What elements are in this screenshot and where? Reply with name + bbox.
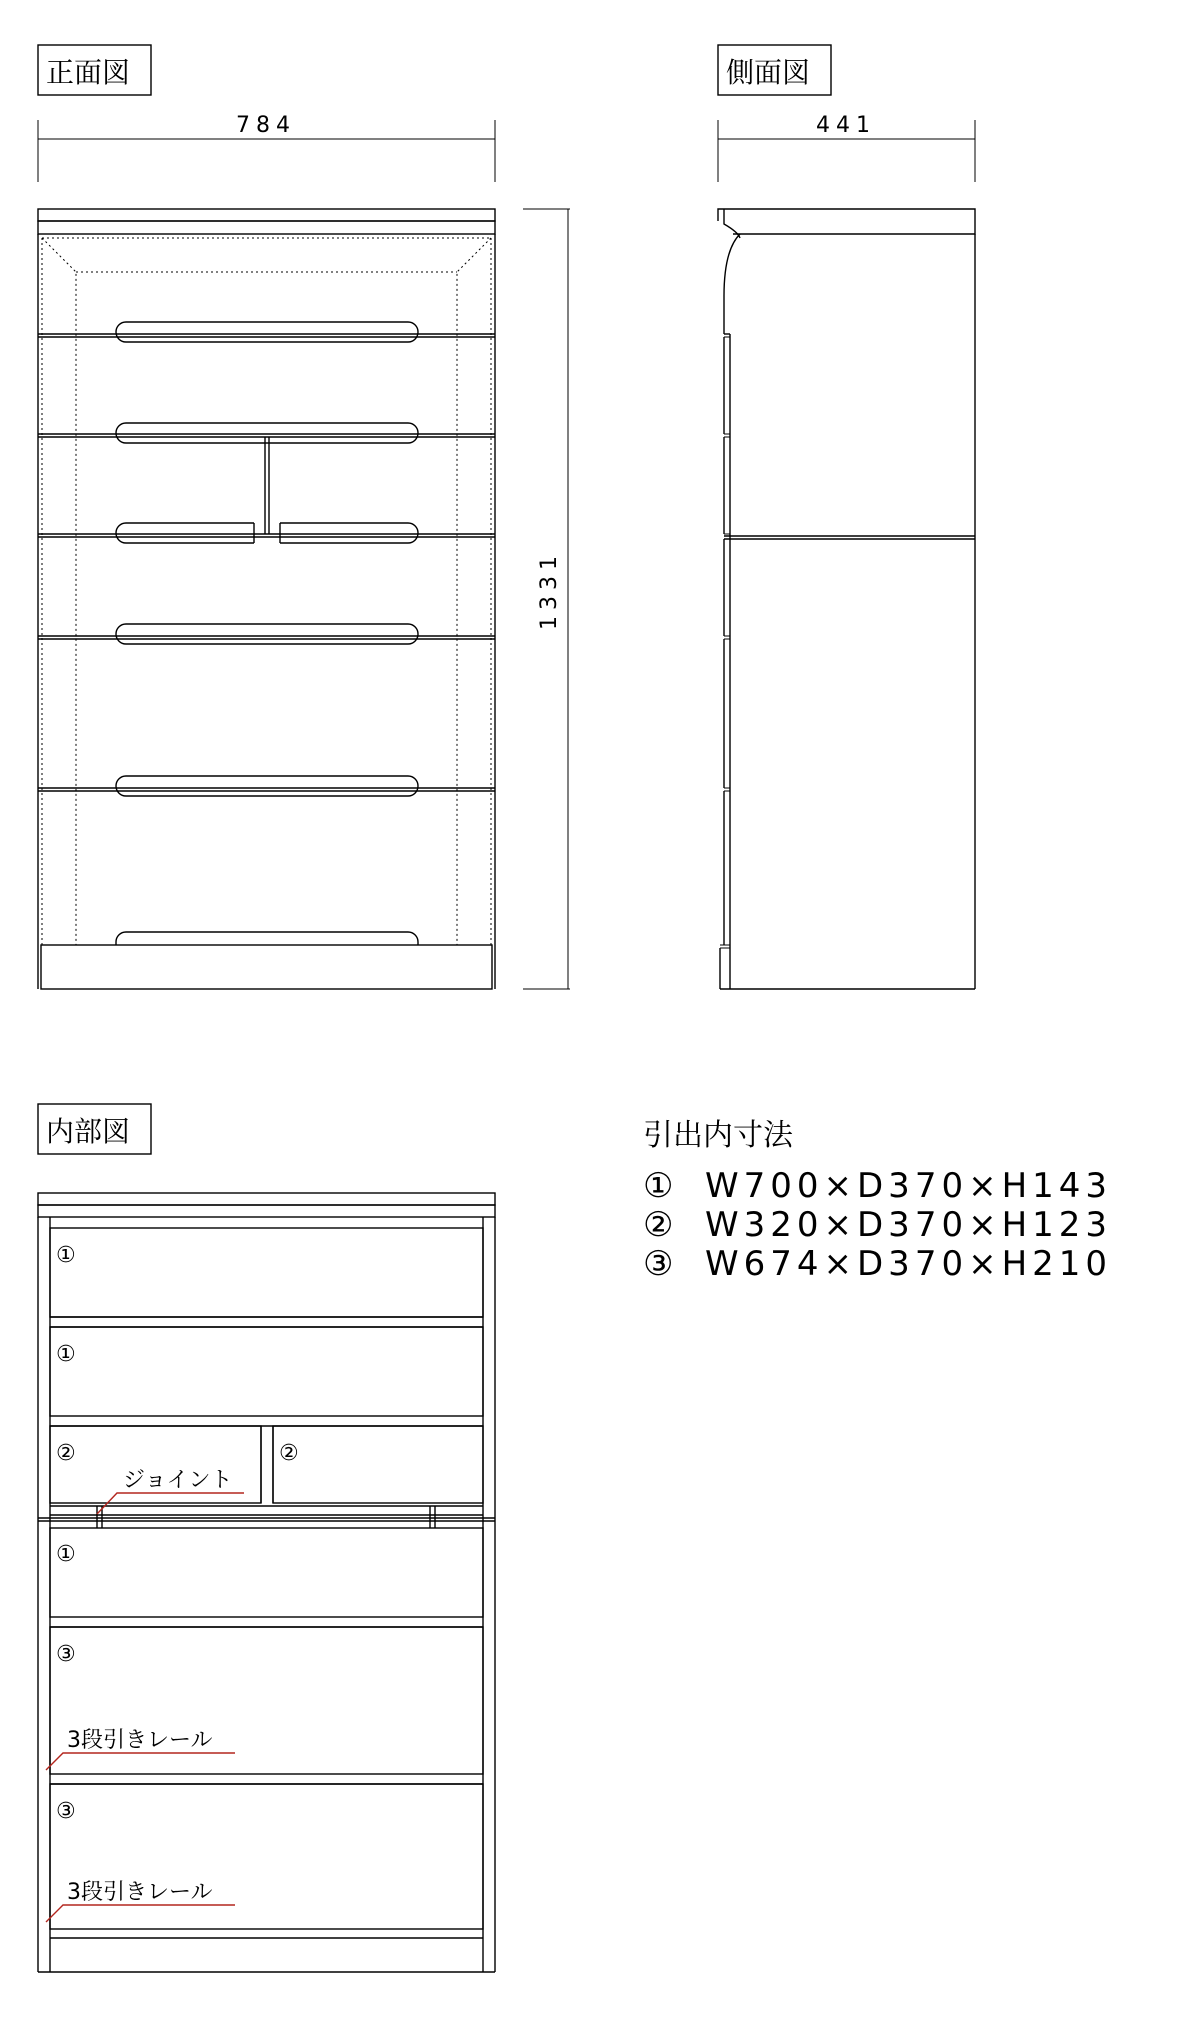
rail-label: 3段引きレール <box>67 1880 213 1905</box>
side-front-profile <box>724 234 740 334</box>
rail-leader-line <box>46 1753 235 1770</box>
specs-heading: 引出内寸法 <box>643 1118 793 1153</box>
drawer-handle <box>116 624 418 644</box>
front-plinth <box>41 945 492 989</box>
drawer-handle <box>116 523 254 543</box>
interior-drawer-2 <box>50 1327 483 1416</box>
spec-row-text: W674×D370×H210 <box>705 1244 1113 1284</box>
interior-view <box>38 1104 495 1972</box>
drawer-handle <box>116 776 418 796</box>
interior-drawer-4 <box>50 1528 483 1617</box>
side-view <box>718 45 975 989</box>
interior-marker: ② <box>279 1441 299 1466</box>
interior-marker: ② <box>56 1441 76 1466</box>
drawer-handle <box>280 523 418 543</box>
side-view-title: 側面図 <box>726 56 811 89</box>
front-handles <box>116 322 418 945</box>
drawer-handle <box>116 932 418 945</box>
rail-leader-line <box>46 1905 235 1922</box>
interior-drawer-split-right <box>273 1426 483 1503</box>
side-top-board <box>718 209 975 234</box>
spec-marker: ② <box>643 1205 679 1245</box>
drawer-handle <box>116 322 418 342</box>
spec-row-text: W320×D370×H123 <box>705 1205 1113 1245</box>
front-top-board <box>38 209 495 221</box>
front-top-frame <box>38 221 495 234</box>
joint-label: ジョイント <box>123 1468 233 1493</box>
side-depth-value: 441 <box>816 113 876 138</box>
drawer-inner-dimensions <box>643 1118 1112 1284</box>
interior-marker: ① <box>56 1243 76 1268</box>
front-view-title: 正面図 <box>46 56 131 89</box>
drawer-handle <box>116 423 418 443</box>
spec-row-text: W700×D370×H143 <box>705 1166 1113 1206</box>
interior-marker: ③ <box>56 1799 76 1824</box>
interior-drawer-6 <box>50 1784 483 1929</box>
front-height-dimension <box>523 209 570 989</box>
front-height-value: 1331 <box>537 550 562 630</box>
interior-marker: ③ <box>56 1642 76 1667</box>
rail-label: 3段引きレール <box>67 1728 213 1753</box>
front-width-dimension <box>38 113 495 182</box>
interior-top-board <box>38 1193 495 1205</box>
front-width-value: 784 <box>236 113 296 138</box>
front-view <box>38 45 570 989</box>
interior-marker: ① <box>56 1542 76 1567</box>
interior-view-title: 内部図 <box>46 1115 131 1148</box>
interior-marker: ① <box>56 1342 76 1367</box>
spec-marker: ① <box>643 1166 679 1206</box>
interior-drawer-1 <box>50 1228 483 1317</box>
spec-marker: ③ <box>643 1244 679 1284</box>
side-depth-dimension <box>718 113 975 182</box>
